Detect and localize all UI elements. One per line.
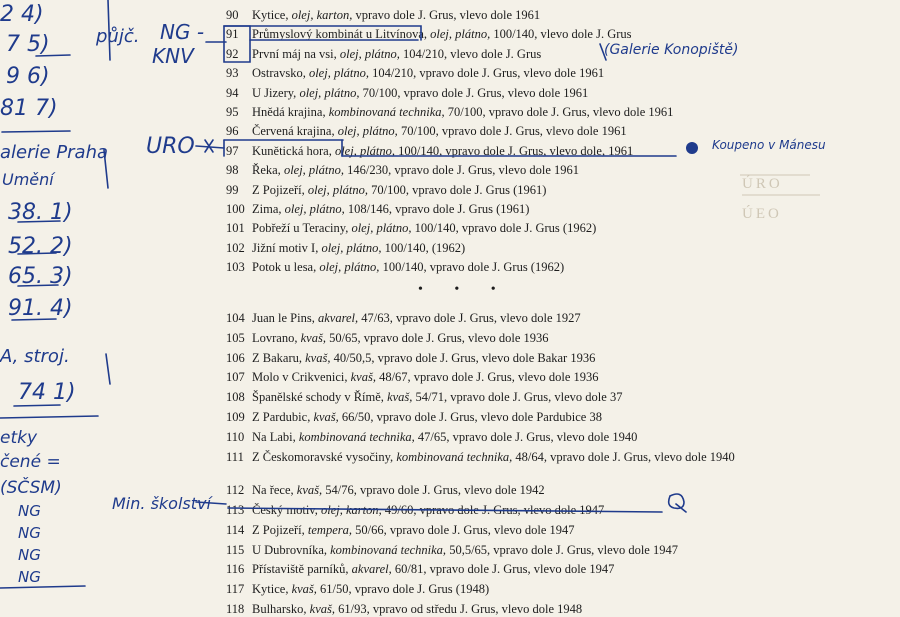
entry-medium: olej, plátno,	[283, 163, 345, 178]
entry-medium: olej, plátno,	[430, 27, 491, 42]
entry-title: Na řece,	[252, 483, 294, 498]
entry-title: Z Pojizeří,	[252, 522, 305, 537]
margin-number: 81 7)	[0, 96, 58, 121]
entry-details: 100/140, vpravo dole J. Grus (1962)	[382, 260, 565, 275]
entry-number: 105	[226, 330, 245, 345]
entry-medium: kombinovaná technika,	[298, 429, 415, 444]
entry-number: 109	[226, 410, 245, 424]
catalog-entry	[226, 523, 766, 538]
entry-details: 100/140, vpravo dole J. Grus (1962)	[414, 221, 597, 236]
entry-title: Molo v Crikvenici,	[252, 370, 348, 385]
entry-number: 99	[226, 182, 239, 197]
catalog-entry	[226, 562, 766, 577]
entry-title: Lovrano,	[252, 330, 298, 345]
entry-medium: olej, plátno,	[319, 260, 380, 275]
entry-number: 103	[226, 260, 245, 275]
margin-number: 52. 2)	[8, 234, 73, 259]
entry-details: 54/76, vpravo dole J. Grus, vlevo dole 1942	[325, 483, 545, 498]
margin-label-a-stroj: A, stroj.	[0, 346, 70, 367]
entry-details: 100/140, (1962)	[384, 240, 466, 255]
margin-number: 7 5)	[6, 32, 50, 57]
entry-details: 70/100, vpravo dole J. Grus, vlevo dole 1961	[362, 85, 589, 100]
catalog-entry	[226, 241, 766, 256]
entry-number: 107	[226, 370, 245, 385]
entry-number: 94	[226, 85, 239, 100]
entry-title: Z Pojizeří,	[252, 182, 305, 197]
entry-title: Španělské schody v Římě,	[252, 390, 384, 405]
catalog-entry	[226, 503, 766, 518]
entry-details: 47/65, vpravo dole J. Grus, vlevo dole 1940	[417, 429, 638, 444]
catalog-entry	[226, 543, 766, 558]
margin-label-etky: etky	[0, 428, 38, 448]
entry-number: 113	[226, 503, 245, 518]
entry-medium: kvaš,	[387, 390, 413, 405]
annotation-zakoupeno: Koupeno v Mánesu	[712, 138, 826, 152]
catalog-entry	[226, 602, 766, 617]
entry-medium: kvaš,	[350, 370, 376, 385]
entry-number: 91	[226, 27, 239, 42]
entry-medium: tempera,	[307, 522, 352, 537]
entry-title: Kunětická hora,	[252, 143, 332, 158]
entry-medium: kombinovaná technika,	[330, 542, 447, 557]
margin-label-galerie-praha: alerie Praha	[0, 142, 109, 163]
margin-number: 91. 4)	[8, 296, 73, 321]
margin-ng: NG	[18, 568, 41, 586]
entry-number: 101	[226, 221, 245, 236]
entry-title: Jižní motiv I,	[252, 240, 319, 255]
entry-number: 112	[226, 483, 245, 498]
entry-medium: kvaš,	[291, 582, 317, 597]
entry-details: 104/210, vlevo dole J. Grus	[403, 46, 542, 61]
entry-medium: olej, plátno,	[321, 240, 382, 255]
entry-medium: olej, karton,	[291, 8, 353, 22]
entry-details: vpravo dole J. Grus, vlevo dole 1961	[355, 8, 541, 22]
entry-details: 104/210, vpravo dole J. Grus, vlevo dole 1961	[372, 66, 605, 81]
entry-title: Kytice,	[252, 8, 289, 22]
entry-details: 50,5/65, vpravo dole J. Grus, vlevo dole 1947	[449, 542, 678, 557]
entry-details: 100/140, vlevo dole J. Grus	[493, 27, 632, 42]
margin-label-scsm: (SČSM)	[0, 478, 62, 498]
margin-ng: NG	[18, 524, 41, 542]
entry-title: Bulharsko,	[252, 602, 307, 617]
entry-title: Hnědá krajina,	[252, 105, 326, 119]
entry-title: Červená krajina,	[252, 124, 335, 139]
entry-title: Potok u lesa,	[252, 260, 317, 275]
entry-title: Ostravsko,	[252, 66, 306, 81]
entry-details: 47/63, vpravo dole J. Grus, vlevo dole 1927	[361, 311, 581, 325]
margin-ng: NG	[18, 502, 41, 520]
annotation-connector	[196, 146, 224, 148]
entry-title: Juan le Pins,	[252, 311, 315, 325]
entry-details: 54/71, vpravo dole J. Grus, vlevo dole 37	[415, 390, 623, 405]
entry-number: 106	[226, 350, 245, 365]
entry-title: Na Labi,	[252, 429, 296, 444]
catalog-entry	[226, 105, 766, 120]
catalog-entry	[226, 351, 766, 366]
entry-title: Průmyslový kombinát u Litvínova,	[252, 27, 427, 42]
entry-title: První máj na vsi,	[252, 46, 337, 61]
catalog-entry	[226, 221, 766, 236]
annotation-ng: NG -	[160, 20, 205, 44]
entry-details: 70/100, vpravo dole J. Grus, vlevo dole 1961	[447, 105, 674, 119]
margin-number: 65. 3)	[8, 264, 73, 289]
margin-stroke	[0, 586, 85, 588]
entry-details: 50/66, vpravo dole J. Grus, vlevo dole 1947	[355, 522, 575, 537]
catalog-entry	[226, 86, 766, 101]
entry-details: 50/65, vpravo dole J. Grus, vlevo dole 1936	[329, 330, 549, 345]
entry-number: 104	[226, 311, 245, 325]
entry-title: Z Českomoravské vysočiny,	[252, 449, 394, 464]
catalog-entry	[226, 410, 766, 425]
margin-stroke	[106, 354, 110, 384]
margin-stroke	[0, 416, 98, 418]
entry-medium: kvaš,	[313, 410, 339, 424]
entry-title: Z Pardubic,	[252, 410, 311, 424]
entry-medium: olej, plátno,	[334, 143, 396, 158]
catalog-entry	[226, 144, 766, 159]
margin-number: 38. 1)	[8, 200, 73, 225]
margin-label-umeni: Umění	[2, 170, 54, 189]
entry-number: 114	[226, 522, 245, 537]
entry-title: Přístaviště parníků,	[252, 562, 349, 577]
entry-title: Řeka,	[252, 163, 281, 178]
catalog-entry	[226, 331, 766, 346]
entry-medium: olej, plátno,	[299, 85, 360, 100]
catalog-entry	[226, 390, 766, 405]
entry-medium: olej, plátno,	[308, 66, 370, 81]
entry-number: 118	[226, 602, 245, 617]
entry-number: 96	[226, 124, 239, 139]
entry-medium: kvaš,	[296, 483, 323, 498]
entry-medium: kombinovaná technika,	[396, 449, 513, 464]
catalog-entry	[226, 260, 766, 275]
catalog-entry	[226, 163, 766, 178]
margin-number: 74 1)	[18, 380, 76, 405]
entry-details: 49/60, vpravo dole J. Grus, vlevo dole 1947	[384, 503, 605, 518]
entry-medium: kvaš,	[305, 350, 331, 365]
margin-ng: NG	[18, 546, 41, 564]
entry-details: 48/64, vpravo dole J. Grus, vlevo dole 1940	[515, 449, 735, 464]
entry-number: 116	[226, 562, 245, 577]
entry-number: 110	[226, 429, 245, 444]
entry-title: U Jizery,	[252, 85, 297, 100]
entry-medium: olej, plátno,	[339, 46, 400, 61]
entry-medium: akvarel,	[351, 562, 392, 577]
margin-label-cene: čené =	[0, 452, 61, 472]
entry-medium: kvaš,	[309, 602, 335, 617]
entry-details: 100/140, vpravo dole J. Grus, vlevo dole, 1961	[398, 143, 634, 158]
entry-number: 93	[226, 66, 239, 81]
entry-medium: kombinovaná technika,	[328, 105, 445, 119]
entry-medium: akvarel,	[317, 311, 359, 325]
entry-title: Zima,	[252, 202, 282, 216]
catalog-entry	[226, 450, 756, 465]
catalog-entry	[226, 430, 766, 445]
ellipsis-separator: • • •	[418, 282, 510, 297]
entry-details: 48/67, vpravo dole J. Grus, vlevo dole 1936	[379, 370, 599, 385]
entry-title: Český motiv,	[252, 503, 318, 518]
margin-number: 2 4)	[0, 2, 44, 27]
annotation-uro: URO	[146, 134, 195, 159]
catalog-entry	[226, 202, 766, 217]
entry-number: 115	[226, 542, 245, 557]
entry-medium: kvaš,	[300, 330, 326, 345]
entry-number: 92	[226, 46, 239, 61]
entry-details: 61/50, vpravo dole J. Grus (1948)	[320, 582, 490, 597]
bleed-through-mark: ÚEO	[742, 206, 782, 222]
entry-number: 108	[226, 390, 245, 405]
entry-details: 61/93, vpravo od středu J. Grus, vlevo dole 1948	[338, 602, 583, 617]
entry-details: 40/50,5, vpravo dole J. Grus, vlevo dole Bakar 1936	[333, 350, 596, 365]
entry-number: 111	[226, 449, 244, 464]
entry-number: 98	[226, 163, 239, 178]
entry-medium: olej, karton,	[320, 503, 382, 518]
catalog-entry	[226, 66, 766, 81]
entry-number: 117	[226, 582, 245, 597]
entry-details: 108/146, vpravo dole J. Grus (1961)	[347, 202, 530, 216]
entry-number: 102	[226, 240, 245, 255]
entry-details: 66/50, vpravo dole J. Grus, vlevo dole Pardubice 38	[341, 410, 602, 424]
margin-stroke	[2, 131, 70, 132]
entry-details: 70/100, vpravo dole J. Grus (1961)	[371, 182, 547, 197]
catalog-entry	[226, 370, 766, 385]
catalog-entry	[226, 483, 766, 498]
entry-title: Kytice,	[252, 582, 289, 597]
annotation-galerie-konopiste: (Galerie Konopiště)	[604, 42, 739, 58]
entry-medium: olej, plátno,	[351, 221, 412, 236]
entry-medium: olej, plátno,	[337, 124, 398, 139]
entry-details: 146/230, vpravo dole J. Grus, vlevo dole 1961	[347, 163, 580, 178]
entry-number: 95	[226, 105, 239, 119]
margin-number: 9 6)	[6, 64, 50, 89]
catalog-entry	[226, 183, 766, 198]
catalog-entry	[226, 311, 766, 326]
margin-underline	[14, 405, 60, 406]
asterisk-mark	[205, 140, 213, 152]
catalog-entry	[226, 582, 766, 597]
entry-title: Pobřeží u Teraciny,	[252, 221, 349, 236]
entry-details: 60/81, vpravo dole J. Grus, vlevo dole 1947	[394, 562, 615, 577]
entry-number: 90	[226, 8, 239, 22]
entry-number: 100	[226, 202, 245, 216]
entry-medium: olej, plátno,	[284, 202, 345, 216]
catalog-entry	[226, 124, 766, 139]
entry-details: 70/100, vpravo dole J. Grus, vlevo dole 1961	[400, 124, 627, 139]
entry-title: Z Bakaru,	[252, 350, 302, 365]
annotation-knv: KNV	[152, 44, 194, 68]
annotation-pujc: půjč.	[96, 26, 140, 47]
entry-medium: olej, plátno,	[307, 182, 368, 197]
annotation-min-skolstvi: Min. školství	[112, 494, 211, 513]
catalog-entry	[226, 8, 766, 23]
entry-title: U Dubrovníka,	[252, 542, 327, 557]
entry-number: 97	[226, 143, 239, 158]
catalog-entry	[226, 27, 766, 42]
bleed-through-mark: ÚRO	[742, 176, 783, 192]
